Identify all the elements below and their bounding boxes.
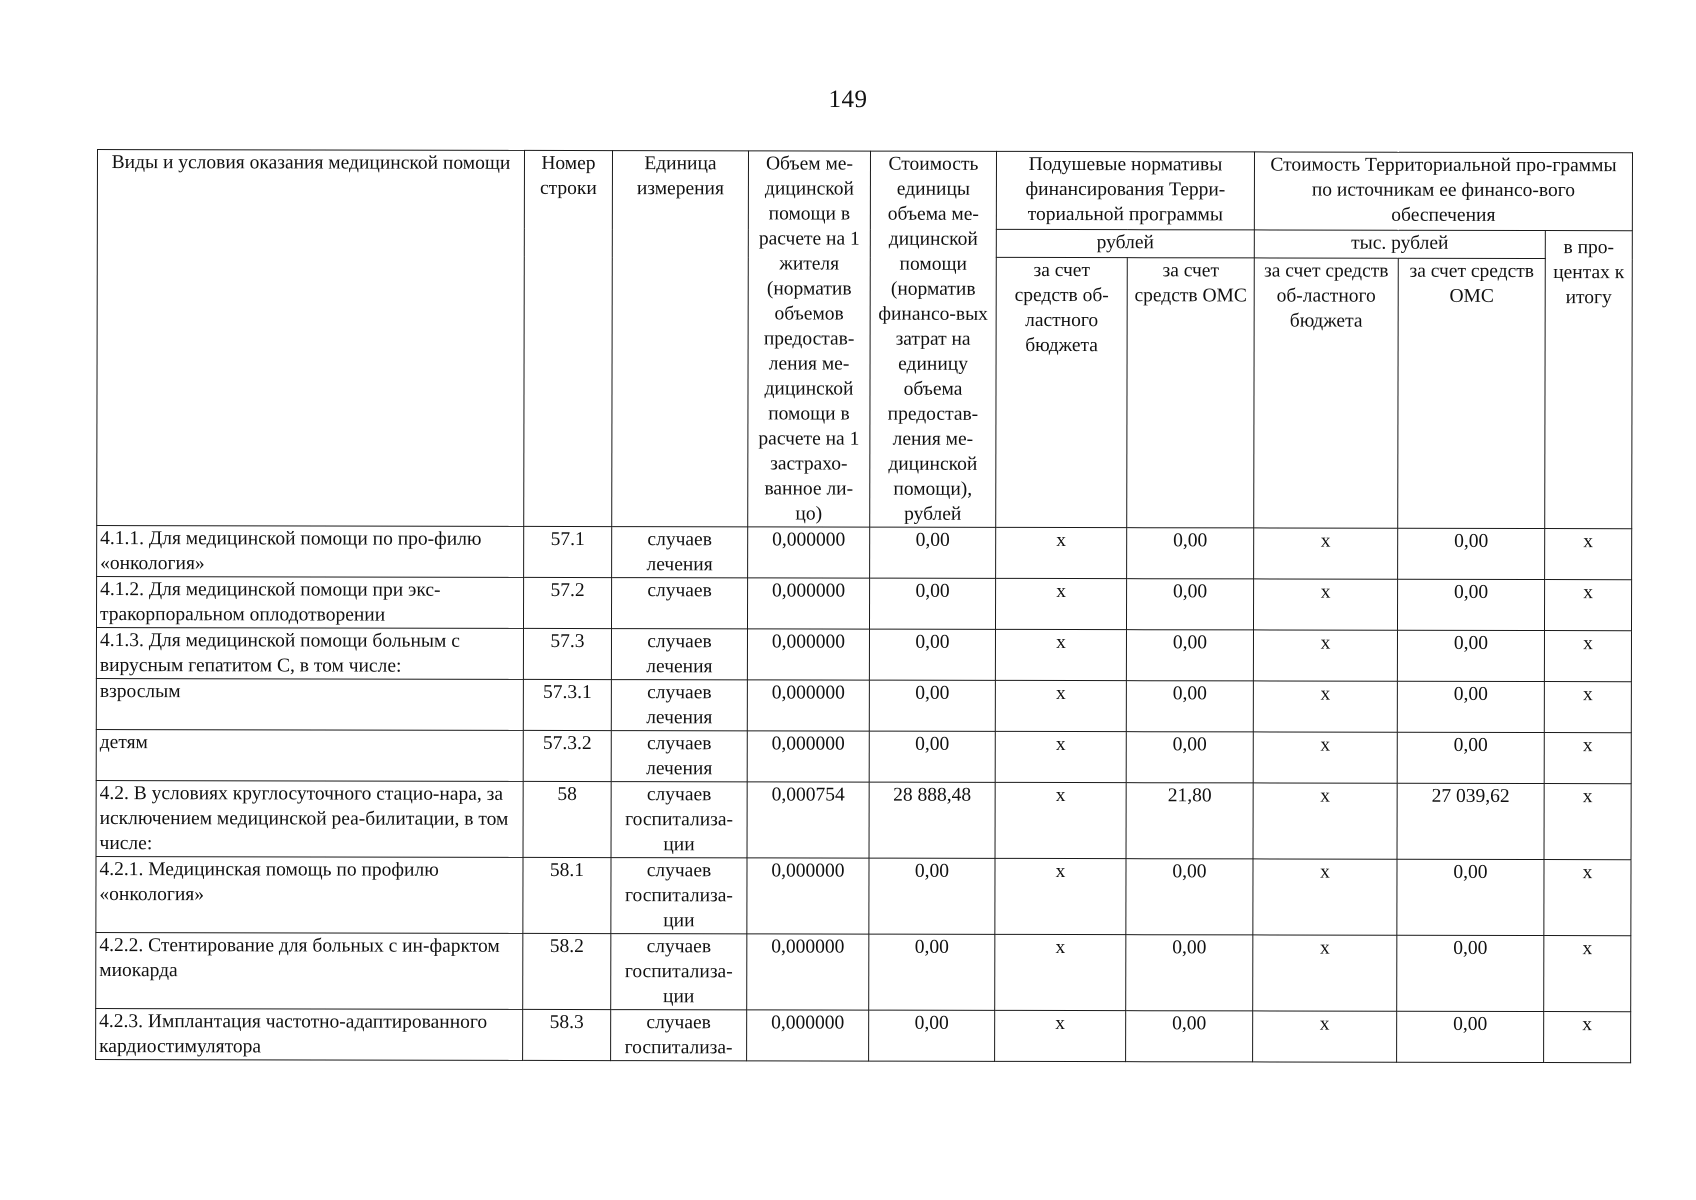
cell-unit: случаев лечения (611, 629, 747, 680)
table-body (96, 526, 1632, 1063)
cell-volume: 0,000000 (747, 1010, 869, 1061)
cell-type-of-care: 4.2. В условиях круглосуточного стацио-нара, за исключением медицинской реа-билитации, в том числе: (96, 780, 523, 857)
cell-per-capita-oms: 0,00 (1126, 859, 1253, 935)
cell-per-capita-oms: 0,00 (1126, 935, 1253, 1011)
table-row (96, 856, 1631, 935)
header-row-number: Номер строки (524, 150, 613, 526)
cell-percent: х (1544, 784, 1631, 860)
table-row (96, 729, 1631, 783)
header-program-regional-budget: за счет средств об-ластного бюджета (1254, 258, 1399, 528)
cell-unit: случаев госпитализа-ции (611, 782, 747, 858)
cell-row-number: 57.2 (523, 577, 611, 628)
cell-program-regional-budget: х (1253, 579, 1397, 630)
table-row (97, 526, 1632, 580)
cell-volume: 0,000754 (747, 782, 869, 858)
cell-row-number: 58 (523, 781, 611, 857)
cell-program-regional-budget: х (1253, 1011, 1397, 1062)
cell-program-regional-budget: х (1253, 630, 1397, 681)
header-per-capita-regional-budget: за счет средств об-ластного бюджета (996, 257, 1128, 527)
cell-unit: случаев госпитализа- (611, 1010, 747, 1061)
cell-program-regional-budget: х (1253, 783, 1397, 859)
cell-unit-cost: 0,00 (870, 527, 996, 578)
cell-program-oms: 0,00 (1397, 630, 1544, 681)
header-per-capita-oms: за счет средств ОМС (1127, 258, 1255, 528)
cell-program-regional-budget: х (1253, 732, 1397, 783)
cell-type-of-care: 4.2.3. Имплантация частотно-адаптированного кардиостимулятора (96, 1008, 523, 1060)
table-row (96, 1008, 1631, 1062)
cell-type-of-care: 4.2.1. Медицинская помощь по профилю «онкология» (96, 856, 523, 933)
cell-program-oms: 0,00 (1397, 579, 1544, 630)
cell-per-capita-oms: 21,80 (1126, 783, 1253, 859)
cell-per-capita-oms: 0,00 (1127, 528, 1254, 579)
cell-volume: 0,000000 (747, 629, 869, 680)
cell-program-oms: 0,00 (1398, 528, 1545, 579)
cell-per-capita-oms: 0,00 (1126, 630, 1253, 681)
cell-volume: 0,000000 (747, 578, 869, 629)
cell-per-capita-regional-budget: х (995, 578, 1126, 629)
header-program-oms: за счет средств ОМС (1398, 258, 1546, 528)
cell-program-regional-budget: х (1253, 681, 1397, 732)
cell-percent: х (1544, 580, 1631, 631)
cell-row-number: 58.2 (523, 933, 611, 1009)
cell-unit: случаев лечения (612, 527, 748, 578)
header-percent: в про-центах к итогу (1545, 231, 1633, 529)
cell-type-of-care: 4.1.3. Для медицинской помощи больным с вирусным гепатитом С, в том числе: (96, 628, 523, 680)
cell-program-regional-budget: х (1254, 528, 1398, 579)
cell-volume: 0,000000 (747, 731, 869, 782)
cell-unit-cost: 28 888,48 (869, 782, 995, 858)
cell-unit-cost: 0,00 (869, 629, 995, 680)
cell-program-oms: 0,00 (1397, 859, 1544, 935)
cell-percent: х (1544, 1012, 1631, 1063)
cell-per-capita-oms: 0,00 (1126, 579, 1253, 630)
cell-unit: случаев (611, 578, 747, 629)
cell-per-capita-regional-budget: х (995, 858, 1126, 934)
cell-volume: 0,000000 (747, 858, 869, 934)
cell-row-number: 57.3.2 (523, 730, 611, 781)
cell-percent: х (1544, 733, 1631, 784)
header-type-of-care: Виды и условия оказания медицинской помощи (97, 150, 525, 527)
cell-unit-cost: 0,00 (869, 1010, 995, 1061)
cell-per-capita-regional-budget: х (995, 680, 1126, 731)
cell-row-number: 57.1 (524, 526, 612, 577)
table-row (96, 780, 1631, 859)
cell-row-number: 57.3 (523, 628, 611, 679)
cell-row-number: 57.3.1 (523, 679, 611, 730)
cell-type-of-care: взрослым (96, 678, 523, 730)
table-row (96, 628, 1631, 682)
cell-percent: х (1544, 682, 1631, 733)
medical-care-cost-table (95, 149, 1633, 1063)
cell-unit-cost: 0,00 (869, 731, 995, 782)
cell-per-capita-oms: 0,00 (1126, 732, 1253, 783)
cell-percent: х (1544, 936, 1631, 1012)
table-row (96, 932, 1631, 1011)
cell-program-regional-budget: х (1253, 935, 1397, 1011)
cell-type-of-care: 4.1.1. Для медицинской помощи по про-филю «онкология» (97, 526, 524, 578)
cell-unit: случаев госпитализа-ции (611, 934, 747, 1010)
table-header (97, 150, 1633, 529)
cell-unit-cost: 0,00 (869, 578, 995, 629)
header-unit-cost: Стоимость единицы объема ме-дицинской помощи (норматив финансо-вых затрат на единицу объема предостав-ления ме-дицинской помощи), рублей (870, 151, 997, 527)
cell-program-oms: 0,00 (1397, 732, 1544, 783)
header-program-cost-group: Стоимость Территориальной про-граммы по источникам ее финансо-вого обеспечения (1254, 152, 1632, 231)
cell-unit-cost: 0,00 (869, 934, 995, 1010)
cell-type-of-care: детям (96, 729, 523, 781)
cell-type-of-care: 4.2.2. Стентирование для больных с ин-фарктом миокарда (96, 932, 523, 1009)
cell-volume: 0,000000 (747, 934, 869, 1010)
page-number: 149 (828, 86, 868, 113)
cell-program-oms: 0,00 (1397, 935, 1544, 1011)
cell-per-capita-regional-budget: х (995, 782, 1126, 858)
cell-unit-cost: 0,00 (869, 680, 995, 731)
cell-per-capita-oms: 0,00 (1126, 681, 1253, 732)
header-per-capita-group: Подушевые нормативы финансирования Терри-ториальной программы (996, 151, 1254, 230)
table-row (96, 678, 1631, 732)
cell-per-capita-regional-budget: х (995, 629, 1126, 680)
cell-unit-cost: 0,00 (869, 858, 995, 934)
cell-percent: х (1545, 529, 1632, 580)
cell-volume: 0,000000 (747, 680, 869, 731)
header-per-capita-units: рублей (996, 229, 1254, 258)
cell-per-capita-regional-budget: х (995, 1010, 1126, 1061)
cell-per-capita-regional-budget: х (996, 527, 1127, 578)
cell-program-oms: 27 039,62 (1397, 783, 1544, 859)
header-unit: Единица измерения (612, 151, 749, 527)
cell-program-regional-budget: х (1253, 859, 1397, 935)
cell-per-capita-regional-budget: х (995, 731, 1126, 782)
cell-volume: 0,000000 (748, 527, 870, 578)
table-row (96, 577, 1631, 631)
header-volume: Объем ме-дицинской помощи в расчете на 1 жителя (норматив объемов предостав-ления ме-дицинской помощи в расчете на 1 застрахо-ванное ли-цо) (748, 151, 871, 527)
cell-per-capita-oms: 0,00 (1126, 1011, 1253, 1062)
cell-percent: х (1544, 631, 1631, 682)
cell-program-oms: 0,00 (1397, 681, 1544, 732)
cell-percent: х (1544, 860, 1631, 936)
cell-unit: случаев лечения (611, 680, 747, 731)
cell-row-number: 58.3 (523, 1009, 611, 1060)
cell-row-number: 58.1 (523, 857, 611, 933)
cell-type-of-care: 4.1.2. Для медицинской помощи при экс-тракорпоральном оплодотворении (96, 577, 523, 629)
cell-unit: случаев госпитализа-ции (611, 858, 747, 934)
header-program-cost-units: тыс. рублей (1254, 230, 1545, 259)
cell-per-capita-regional-budget: х (995, 934, 1126, 1010)
cell-unit: случаев лечения (611, 731, 747, 782)
cell-program-oms: 0,00 (1397, 1011, 1544, 1062)
